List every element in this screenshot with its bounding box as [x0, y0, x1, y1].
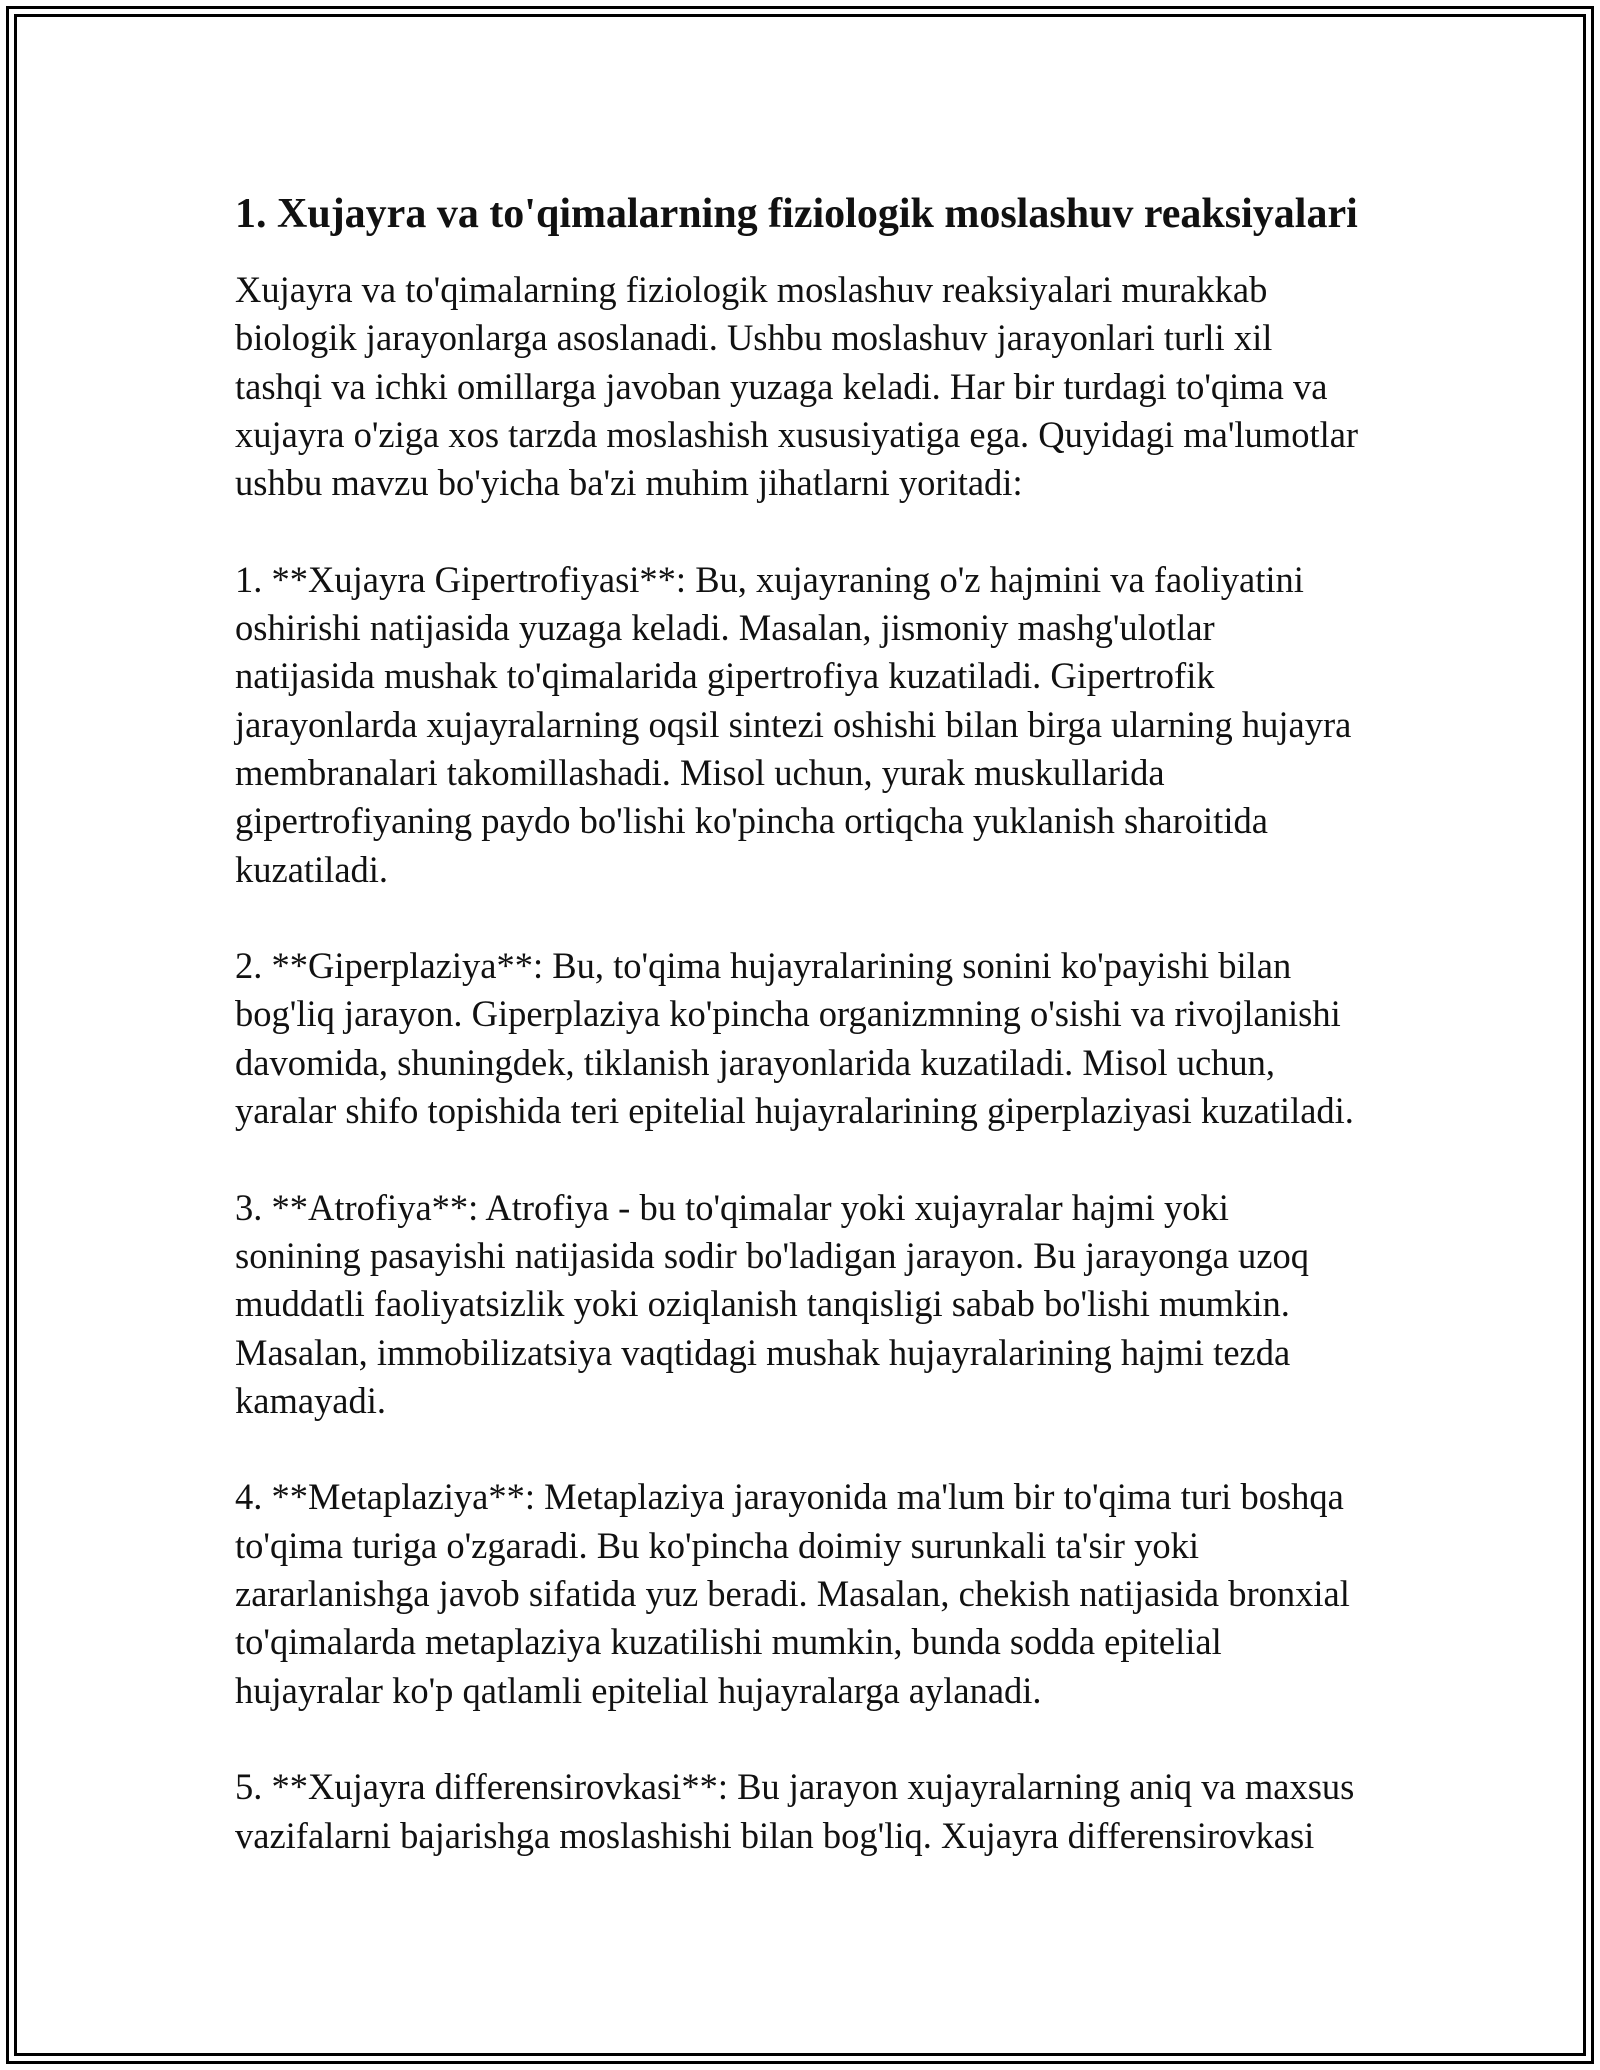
paragraph	[235, 1763, 1435, 1860]
text-line: Xujayra va to'qimalarning fiziologik moslashuv reaksiyalari murakkab	[235, 269, 1268, 310]
text-line: hujayralar ko'p qatlamli epitelial hujayralarga aylanadi.	[235, 1669, 1042, 1711]
document-body	[235, 189, 1435, 1908]
text-line: oshirishi natijasida yuzaga keladi. Masalan, jismoniy mashg'ulotlar	[235, 607, 1215, 649]
paragraph	[235, 556, 1435, 894]
text-line: muddatli faoliyatsizlik yoki oziqlanish tanqisligi sabab bo'lishi mumkin.	[235, 1283, 1290, 1325]
text-line: 2. **Giperplaziya**: Bu, to'qima hujayralarining sonini ko'payishi bilan	[235, 945, 1292, 987]
text-line: gipertrofiyaning paydo bo'lishi ko'pincha ortiqcha yuklanish sharoitida	[235, 800, 1268, 842]
text-line: 4. **Metaplaziya**: Metaplaziya jarayonida ma'lum bir to'qima turi boshqa	[235, 1476, 1344, 1518]
paragraph	[235, 1184, 1435, 1425]
paragraph-list	[235, 266, 1435, 1860]
text-line: natijasida mushak to'qimalarida gipertrofiya kuzatiladi. Gipertrofik	[235, 655, 1215, 697]
text-line: jarayonlarda xujayralarning oqsil sintezi oshishi bilan birga ularning hujayra	[235, 703, 1352, 745]
text-line: to'qimalarda metaplaziya kuzatilishi mumkin, bunda sodda epitelial	[235, 1621, 1222, 1663]
text-line: vazifalarni bajarishga moslashishi bilan bog'liq. Xujayra differensirovkasi	[235, 1814, 1315, 1856]
text-line: xujayra o'ziga xos tarzda moslashish xususiyatiga ega. Quyidagi ma'lumotlar	[235, 413, 1359, 455]
text-line: yaralar shifo topishida teri epitelial hujayralarining giperplaziyasi kuzatiladi.	[235, 1090, 1354, 1132]
text-line: 5. **Xujayra differensirovkasi**: Bu jarayon xujayralarning aniq va maxsus	[235, 1766, 1355, 1808]
text-line: davomida, shuningdek, tiklanish jarayonlarida kuzatiladi. Misol uchun,	[235, 1041, 1276, 1083]
text-line: zararlanishga javob sifatida yuz beradi. Masalan, chekish natijasida bronxial	[235, 1573, 1350, 1615]
text-line: tashqi va ichki omillarga javoban yuzaga keladi. Har bir turdagi to'qima va	[235, 365, 1328, 407]
text-line: Masalan, immobilizatsiya vaqtidagi mushak hujayralarining hajmi tezda	[235, 1331, 1291, 1373]
paragraph	[235, 266, 1435, 507]
section-heading: 1. Xujayra va to'qimalarning fiziologik moslashuv reaksiyalari	[235, 191, 1358, 237]
text-line: kamayadi.	[235, 1379, 387, 1421]
text-line: bog'liq jarayon. Giperplaziya ko'pincha organizmning o'sishi va rivojlanishi	[235, 993, 1341, 1035]
text-line: kuzatiladi.	[235, 848, 389, 890]
paragraph	[235, 1473, 1435, 1714]
text-line: biologik jarayonlarga asoslanadi. Ushbu moslashuv jarayonlari turli xil	[235, 317, 1273, 359]
text-line: to'qima turiga o'zgaradi. Bu ko'pincha doimiy surunkali ta'sir yoki	[235, 1524, 1199, 1566]
paragraph	[235, 942, 1435, 1135]
text-line: membranalari takomillashadi. Misol uchun, yurak muskullarida	[235, 751, 1165, 793]
text-line: ushbu mavzu bo'yicha ba'zi muhim jihatlarni yoritadi:	[235, 462, 1023, 504]
text-line: 1. **Xujayra Gipertrofiyasi**: Bu, xujayraning o'z hajmini va faoliyatini	[235, 558, 1304, 600]
text-line: sonining pasayishi natijasida sodir bo'ladigan jarayon. Bu jarayonga uzoq	[235, 1234, 1309, 1276]
text-line: 3. **Atrofiya**: Atrofiya - bu to'qimalar yoki xujayralar hajmi yoki	[235, 1186, 1229, 1228]
